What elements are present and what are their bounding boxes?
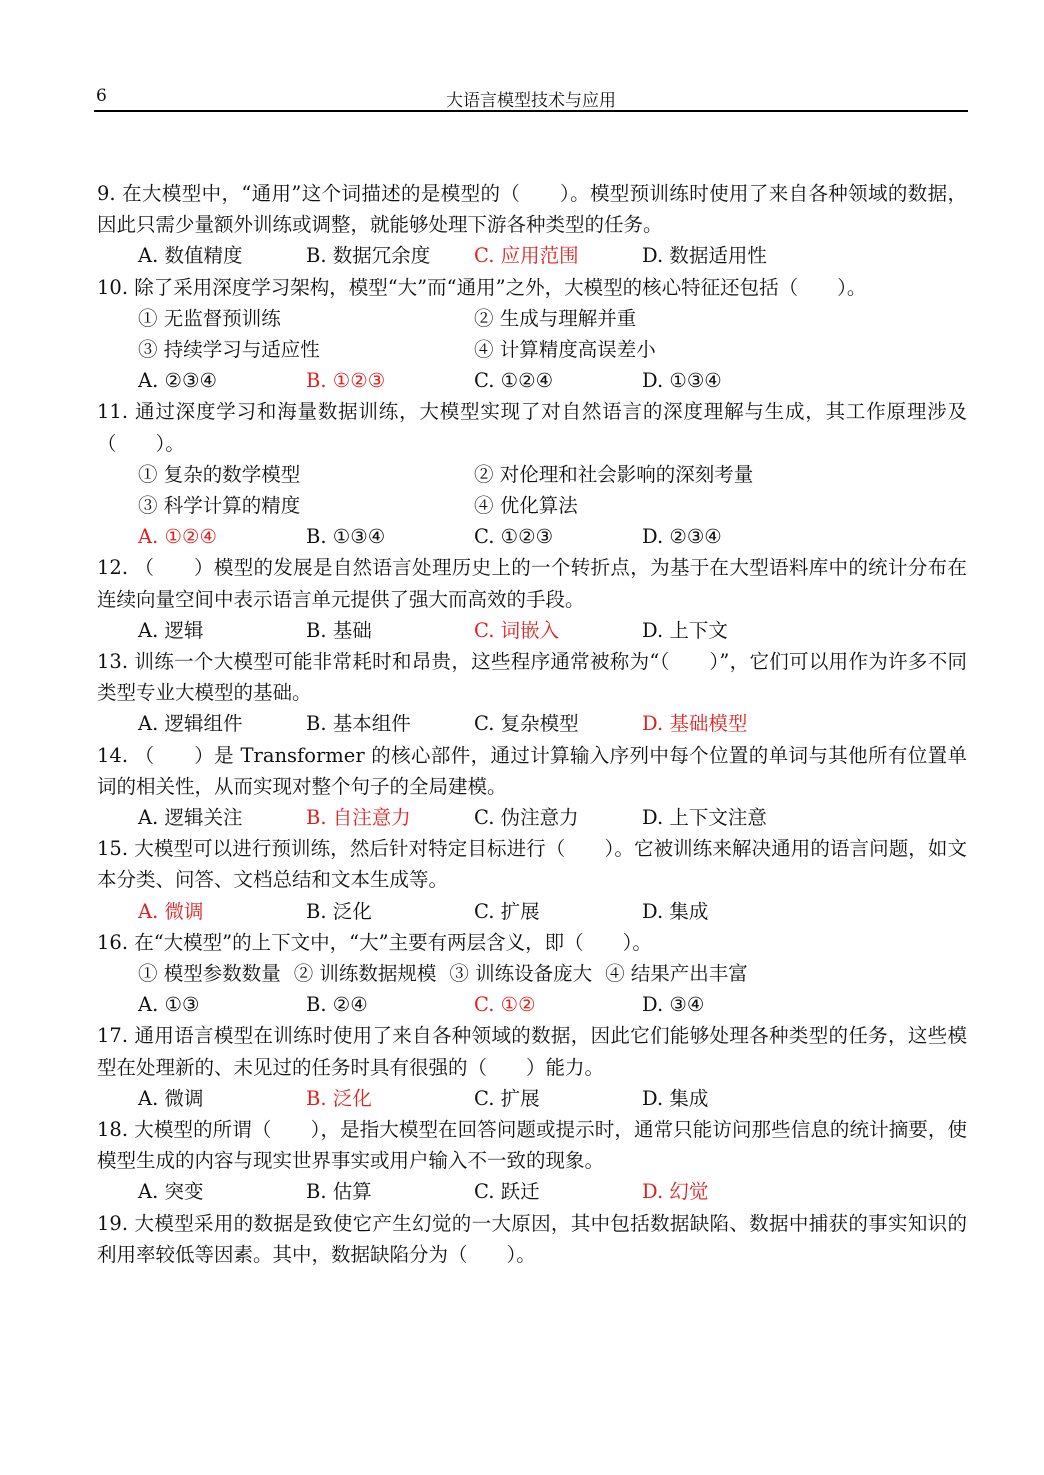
option-d: D. 集成 — [642, 899, 709, 923]
question-18-options — [97, 1176, 967, 1207]
option-a-answer: A. ①②④ — [138, 525, 217, 549]
option-c-answer: C. 词嵌入 — [474, 618, 560, 642]
option-a: A. ①③ — [138, 993, 200, 1017]
option-d: D. ③④ — [642, 993, 705, 1017]
option-c: C. 扩展 — [474, 899, 540, 923]
option-c: C. 扩展 — [474, 1086, 540, 1110]
question-11-items-row1 — [97, 459, 967, 490]
question-19-stem: 19. 大模型采用的数据是致使它产生幻觉的一大原因，其中包括数据缺陷、数据中捕获的事实知识的利用率较低等因素。其中，数据缺陷分为（ ）。 — [97, 1211, 967, 1266]
option-b: B. 基础 — [306, 618, 372, 642]
option-d-answer: D. 幻觉 — [642, 1180, 709, 1204]
option-b: B. ①③④ — [306, 525, 386, 549]
question-10-items-row2 — [97, 334, 967, 365]
question-13-options — [97, 708, 967, 739]
item-3: ③ 科学计算的精度 — [138, 494, 301, 518]
option-a: A. 逻辑关注 — [138, 806, 243, 830]
question-15-options — [97, 896, 967, 927]
item-1: ① 复杂的数学模型 — [138, 462, 301, 486]
item-1: ① 无监督预训练 — [138, 306, 281, 330]
option-b: B. 基本组件 — [306, 712, 411, 736]
option-d: D. 数据适用性 — [642, 244, 767, 268]
option-c: C. ①②④ — [474, 369, 554, 393]
question-11-options — [97, 521, 967, 552]
option-a: A. 数值精度 — [138, 244, 243, 268]
page-header — [94, 86, 968, 112]
option-d-answer: D. 基础模型 — [642, 712, 748, 736]
question-10-stem: 10. 除了采用深度学习架构，模型“大”而“通用”之外，大模型的核心特征还包括（ ）。 — [97, 275, 867, 299]
option-d: D. 集成 — [642, 1086, 709, 1110]
option-c-answer: C. 应用范围 — [474, 244, 579, 268]
item-4: ④ 计算精度高误差小 — [474, 338, 656, 361]
item-4: ④ 结果产出丰富 — [605, 962, 748, 986]
option-c: C. ①②③ — [474, 525, 554, 549]
option-a: A. ②③④ — [138, 369, 217, 393]
question-15-stem: 15. 大模型可以进行预训练，然后针对特定目标进行（ ）。它被训练来解决通用的语言问题，如文本分类、问答、文档总结和文本生成等。 — [97, 837, 967, 892]
question-18-stem: 18. 大模型的所谓（ ），是指大模型在回答问题或提示时，通常只能访问那些信息的统计摘要，使模型生成的内容与现实世界事实或用户输入不一致的现象。 — [97, 1118, 967, 1173]
question-16-stem: 16. 在“大模型”的上下文中，“大”主要有两层含义，即（ ）。 — [97, 930, 652, 954]
question-9-stem: 9. 在大模型中，“通用”这个词描述的是模型的（ ）。模型预训练时使用了来自各种领域的数据，因此只需少量额外训练或调整，就能够处理下游各种类型的任务。 — [97, 182, 967, 237]
question-10-options — [97, 365, 967, 396]
item-2: ② 对伦理和社会影响的深刻考量 — [474, 462, 754, 486]
option-a: A. 逻辑 — [138, 618, 204, 642]
option-b: B. ②④ — [306, 993, 368, 1017]
option-d: D. 上下文 — [642, 618, 728, 642]
option-b-answer: B. 自注意力 — [306, 806, 411, 830]
question-list — [97, 178, 967, 1270]
question-17-stem: 17. 通用语言模型在训练时使用了来自各种领域的数据，因此它们能够处理各种类型的任务，这些模型在处理新的、未见过的任务时具有很强的（ ）能力。 — [97, 1024, 967, 1079]
option-a: A. 微调 — [138, 1086, 204, 1110]
question-14-stem: 14. （ ）是 Transformer 的核心部件，通过计算输入序列中每个位置的单词与其他所有位置单词的相关性，从而实现对整个句子的全局建模。 — [97, 743, 967, 798]
option-b: B. 数据冗余度 — [306, 244, 431, 268]
option-b-answer: B. 泛化 — [306, 1086, 372, 1110]
running-title: 大语言模型技术与应用 — [446, 91, 616, 111]
question-9-options — [97, 240, 967, 271]
option-b: B. 估算 — [306, 1180, 372, 1204]
question-16-items — [97, 958, 967, 989]
question-13-stem: 13. 训练一个大模型可能非常耗时和昂贵，这些程序通常被称为“（ ）”，它们可以用作为许多不同类型专业大模型的基础。 — [97, 650, 967, 705]
question-16-options — [97, 989, 967, 1020]
question-12-options — [97, 615, 967, 646]
question-12-stem: 12. （ ）模型的发展是自然语言处理历史上的一个转折点，为基于在大型语料库中的统计分布在连续向量空间中表示语言单元提供了强大而高效的手段。 — [97, 556, 967, 611]
item-3: ③ 训练设备庞大 — [449, 962, 593, 986]
option-c-answer: C. ①② — [474, 993, 536, 1017]
page-number: 6 — [96, 86, 107, 106]
option-b: B. 泛化 — [306, 899, 372, 923]
item-2: ② 生成与理解并重 — [474, 306, 637, 330]
item-4: ④ 优化算法 — [474, 494, 578, 518]
question-17-options — [97, 1083, 967, 1114]
question-14-options — [97, 802, 967, 833]
option-c: C. 复杂模型 — [474, 712, 579, 736]
option-b-answer: B. ①②③ — [306, 369, 386, 393]
item-3: ③ 持续学习与适应性 — [138, 338, 320, 361]
option-a-answer: A. 微调 — [138, 899, 204, 923]
question-10-items-row1 — [97, 303, 967, 334]
option-a: A. 逻辑组件 — [138, 712, 243, 736]
option-d: D. ②③④ — [642, 525, 722, 549]
question-11-items-row2 — [97, 490, 967, 521]
item-1: ① 模型参数数量 — [138, 962, 281, 986]
question-11-stem: 11. 通过深度学习和海量数据训练，大模型实现了对自然语言的深度理解与生成，其工作原理涉及（ ）。 — [97, 400, 967, 455]
option-c: C. 跃迁 — [474, 1180, 540, 1204]
item-2: ② 训练数据规模 — [293, 962, 437, 986]
option-d: D. 上下文注意 — [642, 806, 767, 830]
option-c: C. 伪注意力 — [474, 806, 579, 830]
option-a: A. 突变 — [138, 1180, 204, 1204]
option-d: D. ①③④ — [642, 369, 722, 393]
